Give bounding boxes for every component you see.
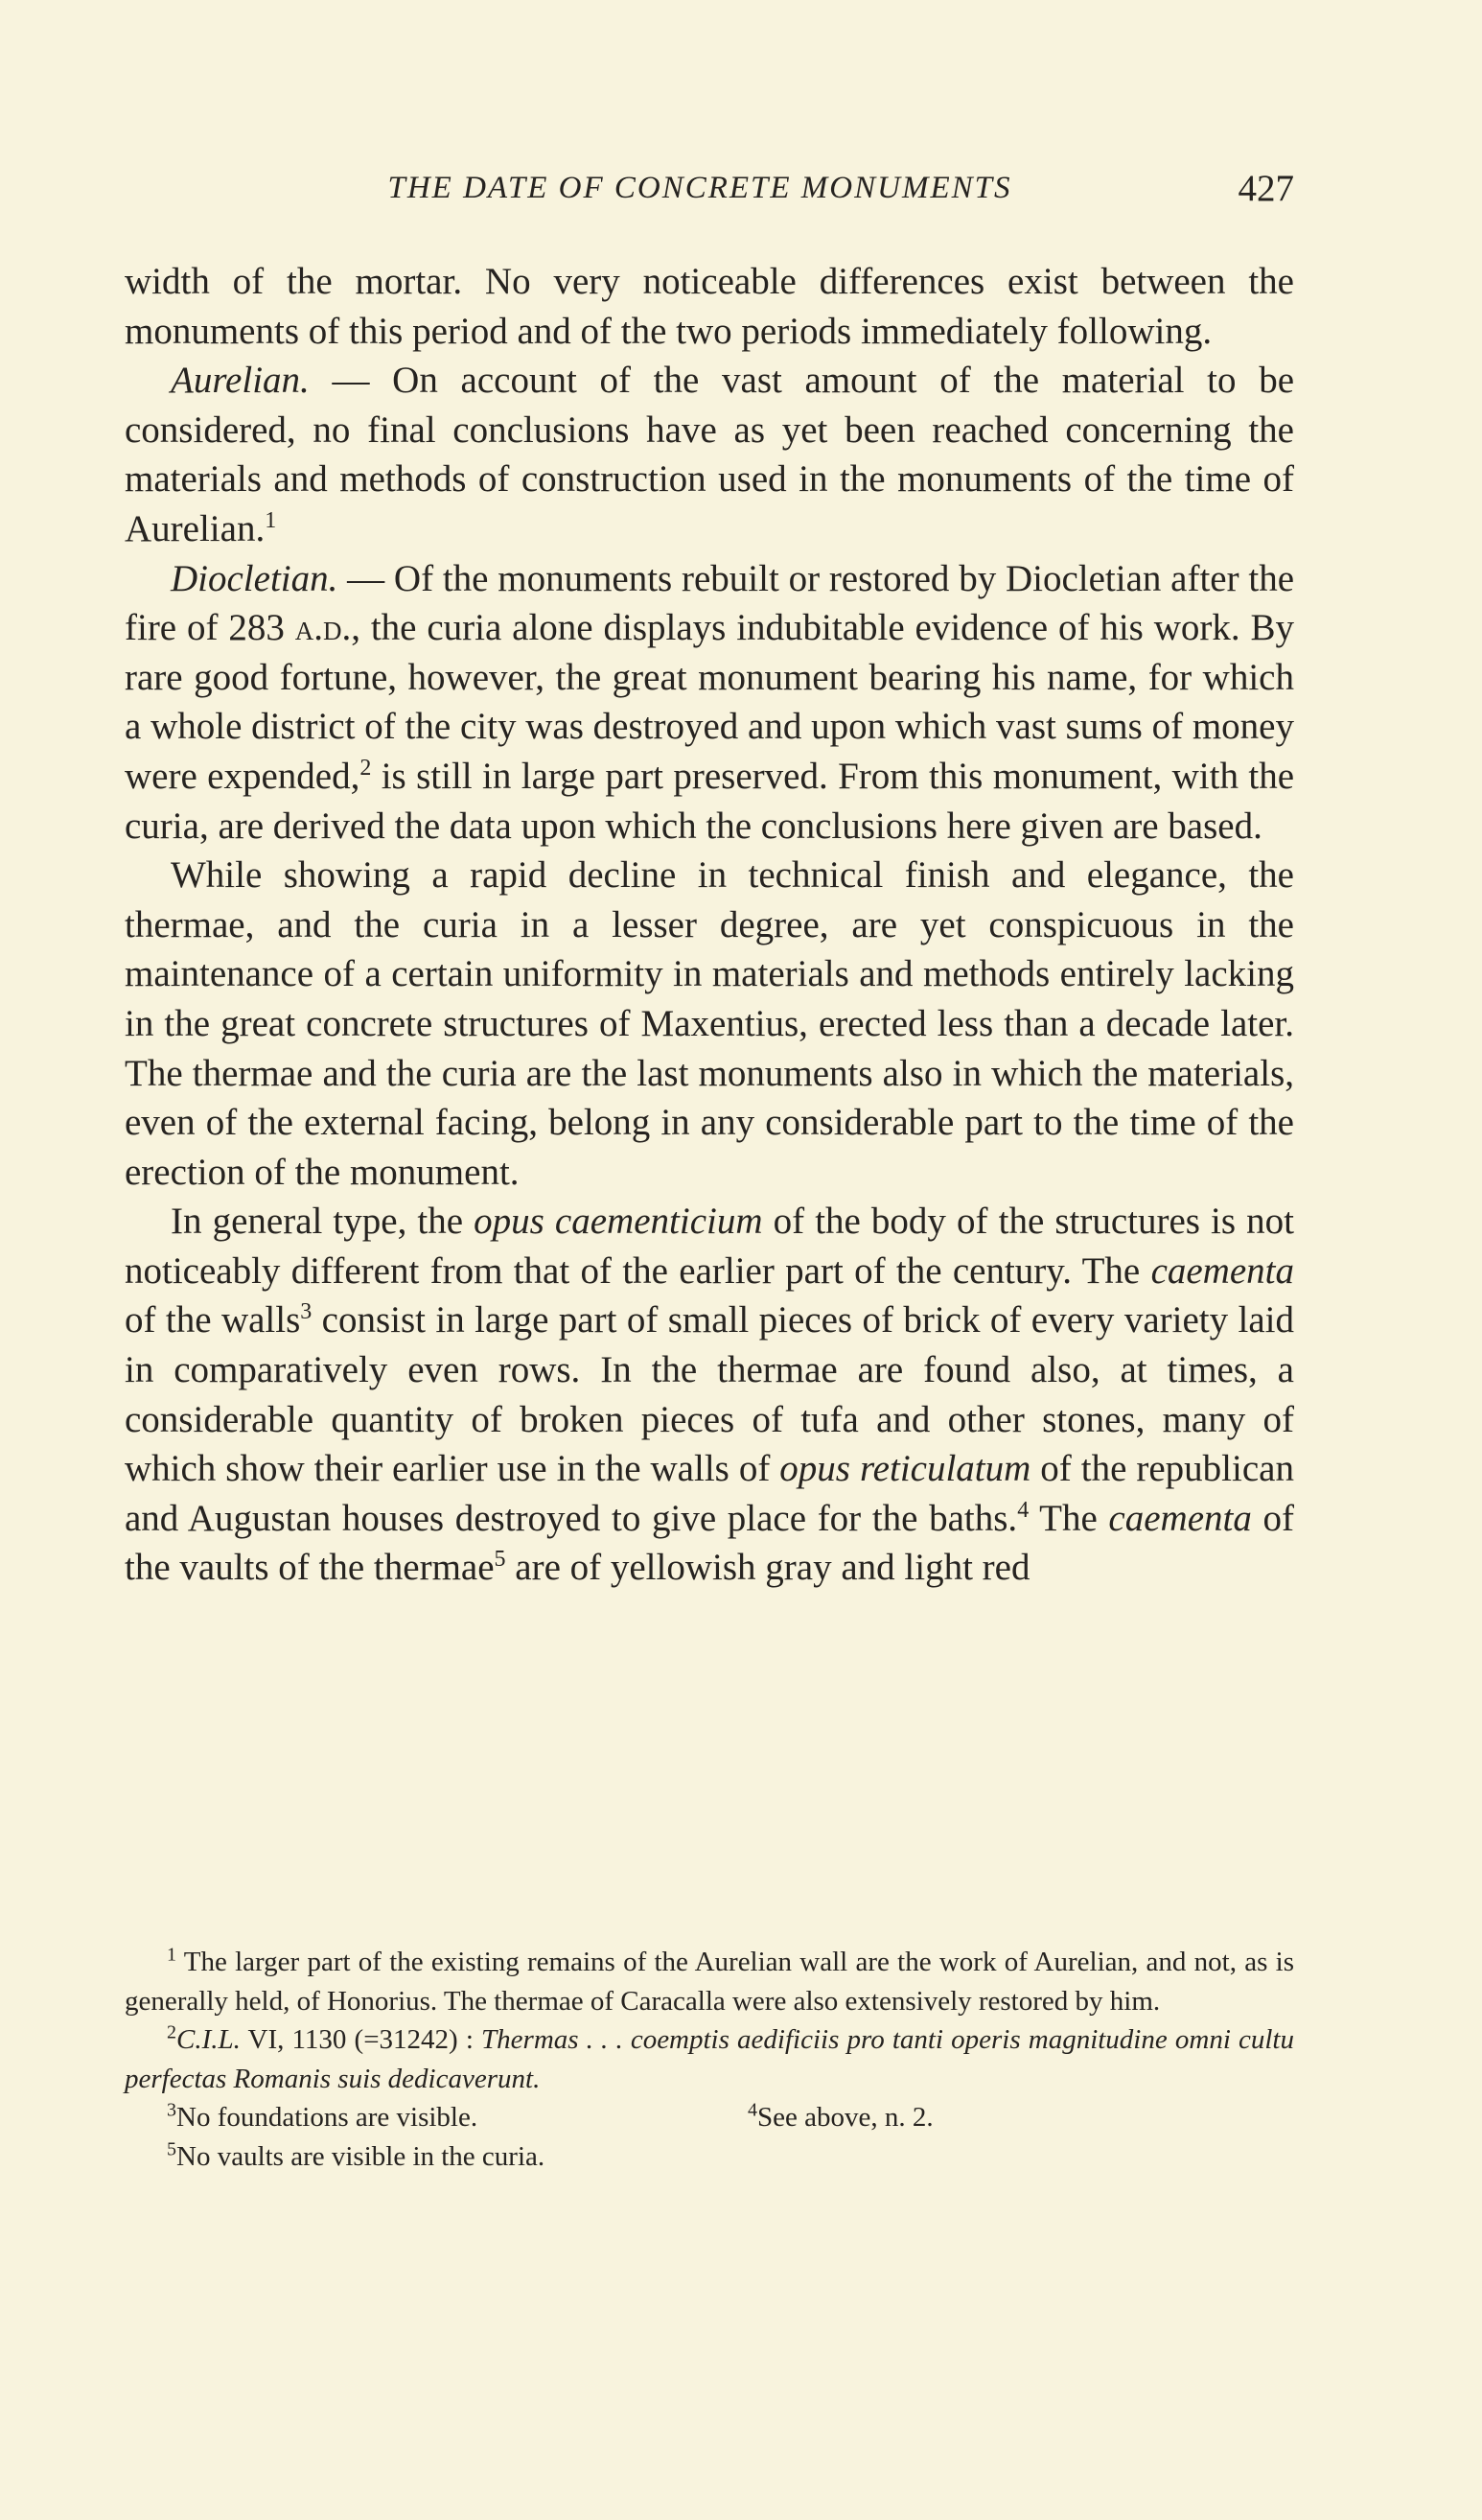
section-name-aurelian: Aurelian.	[171, 360, 310, 402]
running-header	[125, 168, 1294, 219]
footnote-mark: 1	[167, 1944, 176, 1966]
paragraph-text: is still in large part preserved. From this monument, with the curia, are derived the data upon which the conclusions here given are based.	[125, 755, 1295, 847]
footnote-ref-3: 3	[300, 1299, 313, 1325]
paragraph-aurelian	[125, 356, 1294, 553]
section-name-diocletian: Diocletian.	[171, 557, 338, 599]
footnote-text: No vaults are visible in the curia.	[176, 2140, 545, 2172]
footnote-row	[125, 2098, 1294, 2137]
latin-term: opus caementicium	[474, 1201, 763, 1243]
paragraph-text: are of yellowish gray and light red	[505, 1547, 1030, 1589]
citation-source: C.I.L.	[176, 2024, 241, 2055]
footnote-ref-4: 4	[1017, 1497, 1030, 1523]
footnote-text: No foundations are visible.	[176, 2102, 478, 2133]
footnotes	[125, 1943, 1294, 2176]
paragraph-text: of the walls	[125, 1299, 301, 1342]
paragraph-text: of the vaults of the thermae	[125, 1497, 1294, 1589]
latin-term: opus reticulatum	[779, 1448, 1031, 1490]
paragraph-continued	[125, 257, 1294, 356]
era-abbreviation: a.d.	[294, 607, 352, 649]
footnote-ref-1: 1	[265, 507, 277, 533]
footnote-5	[125, 2137, 1294, 2177]
citation-reference: VI, 1130 (=31242) :	[240, 2024, 482, 2055]
footnote-mark: 3	[167, 2099, 176, 2121]
paragraph-decline	[125, 851, 1294, 1197]
footnote-ref-2: 2	[359, 755, 372, 781]
footnote-3	[125, 2098, 748, 2137]
footnote-mark: 5	[167, 2137, 176, 2159]
paragraph-general-type	[125, 1197, 1294, 1593]
paragraph-text: The	[1029, 1497, 1109, 1539]
paragraph-text: consist in large part of small pieces of brick of every variety laid in comparatively even rows. In the thermae are found also, at times, a considerable quantity of broken pieces of tufa and other stones, many of which show their earlier use in the walls of	[125, 1299, 1294, 1490]
footnote-mark: 4	[748, 2099, 757, 2121]
latin-quotation: Thermas . . . coemptis aedificiis pro tanti operis magnitudine omni cultu perfectas Romanis suis dedicaverunt.	[125, 2024, 1294, 2094]
paragraph-text: of the republican and Augustan houses destroyed to give place for the baths.	[125, 1448, 1294, 1539]
paragraph-text: width of the mortar. No very noticeable differences exist between the monuments of this period and of the two periods immediately following.	[125, 261, 1294, 352]
latin-term: caementa	[1150, 1249, 1294, 1292]
page-number: 427	[1238, 168, 1294, 209]
paragraph-text: — Of the monuments rebuilt or restored by Diocletian after the fire of 283	[125, 557, 1294, 649]
running-title: THE DATE OF CONCRETE MONUMENTS	[387, 171, 1012, 205]
paragraph-text: While showing a rapid decline in technical finish and elegance, the thermae, and the curia in a lesser degree, are yet conspicuous in the maintenance of a certain uniformity in materials and methods entirely lacking in the great concrete structures of Maxentius, erected less than a decade later. The thermae and the curia are the last monuments also in which the materials, even of the external facing, belong in any considerable part to the time of the erection of the monument.	[125, 854, 1294, 1193]
paragraph-text: In general type, the	[171, 1201, 475, 1243]
footnote-mark: 2	[167, 2021, 176, 2043]
footnote-ref-5: 5	[494, 1547, 506, 1573]
paragraph-text: , the curia alone displays indubitable evidence of his work. By rare good fortune, however, the great monument bearing his name, for which a whole district of the city was destroyed and upon which vast sums of money were expended,	[125, 607, 1294, 797]
footnote-2	[125, 2020, 1294, 2098]
footnote-1	[125, 1943, 1294, 2020]
latin-term: caementa	[1108, 1497, 1252, 1539]
footnote-4	[748, 2098, 1294, 2137]
paragraph-text: of the body of the structures is not noticeably different from that of the earlier part of the century. The	[125, 1201, 1294, 1292]
paragraph-diocletian	[125, 554, 1294, 852]
footnote-text: See above, n. 2.	[757, 2102, 934, 2133]
paragraph-text: — On account of the vast amount of the material to be considered, no final conclusions have as yet been reached concerning the materials and methods of construction used in the monuments of the time of Aurelian.	[125, 360, 1294, 549]
footnote-text: The larger part of the existing remains of the Aurelian wall are the work of Aurelian, and not, as is generally held, of Honorius. The thermae of Caracalla were also extensively restored by him.	[125, 1947, 1294, 2017]
body-text	[125, 257, 1294, 1593]
